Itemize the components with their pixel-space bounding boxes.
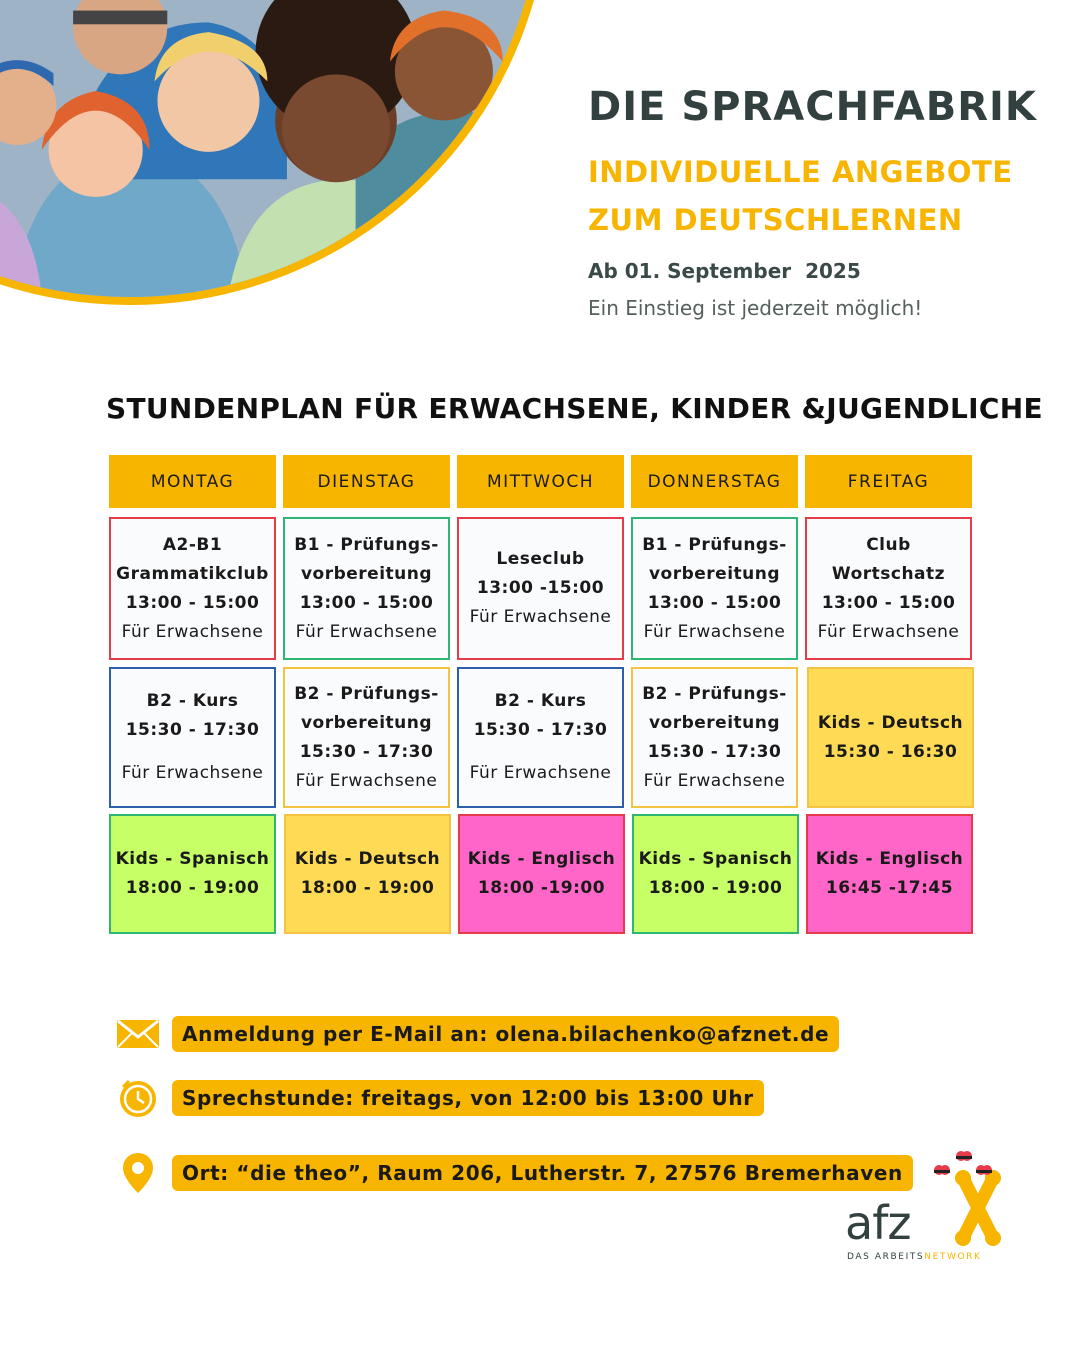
course-audience: Für Erwachsene bbox=[643, 770, 786, 791]
course-time: 13:00 - 15:00 bbox=[125, 592, 260, 613]
course-title: B1 - Prüfungs- vorbereitung bbox=[642, 534, 787, 584]
course-cell bbox=[458, 814, 625, 934]
course-audience: Für Erwachsene bbox=[817, 621, 960, 642]
day-header-dienstag: DIENSTAG bbox=[283, 455, 450, 508]
course-title: Kids - Spanisch bbox=[638, 849, 793, 869]
course-title: B2 - Prüfungs- vorbereitung bbox=[642, 683, 787, 733]
course-time: 13:00 - 15:00 bbox=[647, 592, 782, 613]
course-cell bbox=[283, 517, 450, 660]
course-audience: Für Erwachsene bbox=[295, 770, 438, 791]
course-time: 18:00 - 19:00 bbox=[125, 878, 260, 898]
afz-tagline-highlight: NETWORK bbox=[924, 1252, 982, 1262]
course-audience: Für Erwachsene bbox=[469, 607, 612, 627]
course-time: 18:00 - 19:00 bbox=[648, 878, 783, 898]
course-cell bbox=[631, 517, 798, 660]
entry-note: Ein Einstieg ist jederzeit möglich! bbox=[588, 296, 923, 320]
course-title: Club Wortschatz bbox=[831, 534, 946, 584]
subtitle-line-2: ZUM DEUTSCHLERNEN bbox=[588, 203, 963, 237]
course-time: 15:30 - 17:30 bbox=[299, 741, 434, 762]
day-header-mittwoch: MITTWOCH bbox=[457, 455, 624, 508]
course-title: Kids - Deutsch bbox=[294, 849, 441, 869]
course-title: A2-B1 Grammatikclub bbox=[116, 534, 269, 584]
afz-logo bbox=[845, 1148, 1005, 1268]
course-cell bbox=[457, 517, 624, 660]
course-cell bbox=[631, 667, 798, 808]
course-time: 15:30 - 17:30 bbox=[125, 720, 260, 740]
course-cell bbox=[109, 814, 276, 934]
course-time: 13:00 -15:00 bbox=[476, 578, 605, 598]
location-text: Ort: “die theo”, Raum 206, Lutherstr. 7, 27576 Bremerhaven bbox=[172, 1155, 913, 1191]
day-header-freitag: FREITAG bbox=[805, 455, 972, 508]
course-title: B2 - Kurs bbox=[146, 691, 239, 711]
course-audience: Für Erwachsene bbox=[643, 621, 786, 642]
page-title: DIE SPRACHFABRIK bbox=[588, 84, 1037, 130]
day-header-donnerstag: DONNERSTAG bbox=[631, 455, 798, 508]
course-time: 18:00 -19:00 bbox=[477, 878, 606, 898]
course-time: 18:00 - 19:00 bbox=[300, 878, 435, 898]
course-cell bbox=[284, 814, 451, 934]
envelope-icon bbox=[116, 1016, 160, 1052]
course-time: 13:00 - 15:00 bbox=[299, 592, 434, 613]
course-time: 15:30 - 17:30 bbox=[473, 720, 608, 740]
hero-illustration bbox=[0, 0, 550, 305]
course-title: B2 - Kurs bbox=[494, 691, 587, 711]
course-title: Leseclub bbox=[496, 549, 585, 569]
course-cell bbox=[806, 814, 973, 934]
course-cell bbox=[807, 667, 974, 808]
office-hours-text: Sprechstunde: freitags, von 12:00 bis 13:00 Uhr bbox=[172, 1080, 764, 1116]
course-audience: Für Erwachsene bbox=[295, 621, 438, 642]
course-audience: Für Erwachsene bbox=[121, 621, 264, 642]
people-illustration bbox=[0, 0, 542, 297]
course-audience: Für Erwachsene bbox=[469, 763, 612, 783]
office-hours-row bbox=[116, 1080, 764, 1116]
email-row bbox=[116, 1016, 839, 1052]
subtitle bbox=[588, 148, 1013, 244]
course-cell bbox=[109, 517, 276, 660]
afz-tagline-main: DAS ARBEITS bbox=[847, 1252, 925, 1262]
course-title: Kids - Englisch bbox=[815, 849, 964, 869]
course-title: B1 - Prüfungs- vorbereitung bbox=[294, 534, 439, 584]
afz-tagline bbox=[847, 1252, 982, 1262]
afz-wordmark: afz bbox=[845, 1196, 911, 1250]
course-cell bbox=[283, 667, 450, 808]
course-audience: Für Erwachsene bbox=[121, 763, 264, 783]
email-link[interactable]: Anmeldung per E-Mail an: olena.bilachenko@afznet.de bbox=[172, 1016, 839, 1052]
course-cell bbox=[457, 667, 624, 808]
location-row bbox=[116, 1155, 913, 1191]
schedule-title: STUNDENPLAN FÜR ERWACHSENE, KINDER &JUGENDLICHE bbox=[106, 392, 1043, 425]
course-cell bbox=[805, 517, 972, 660]
course-time: 13:00 - 15:00 bbox=[821, 592, 956, 613]
clock-icon bbox=[116, 1080, 160, 1116]
subtitle-line-1: INDIVIDUELLE ANGEBOTE bbox=[588, 155, 1013, 189]
course-title: Kids - Spanisch bbox=[115, 849, 270, 869]
course-title: Kids - Deutsch bbox=[817, 712, 964, 733]
course-time: 15:30 - 17:30 bbox=[647, 741, 782, 762]
start-date: Ab 01. September 2025 bbox=[588, 259, 861, 283]
course-title: B2 - Prüfungs- vorbereitung bbox=[294, 683, 439, 733]
course-cell bbox=[632, 814, 799, 934]
day-header-montag: MONTAG bbox=[109, 455, 276, 508]
course-time: 15:30 - 16:30 bbox=[823, 741, 958, 762]
course-title: Kids - Englisch bbox=[467, 849, 616, 869]
location-pin-icon bbox=[116, 1155, 160, 1191]
course-time: 16:45 -17:45 bbox=[825, 878, 954, 898]
course-cell bbox=[109, 667, 276, 808]
